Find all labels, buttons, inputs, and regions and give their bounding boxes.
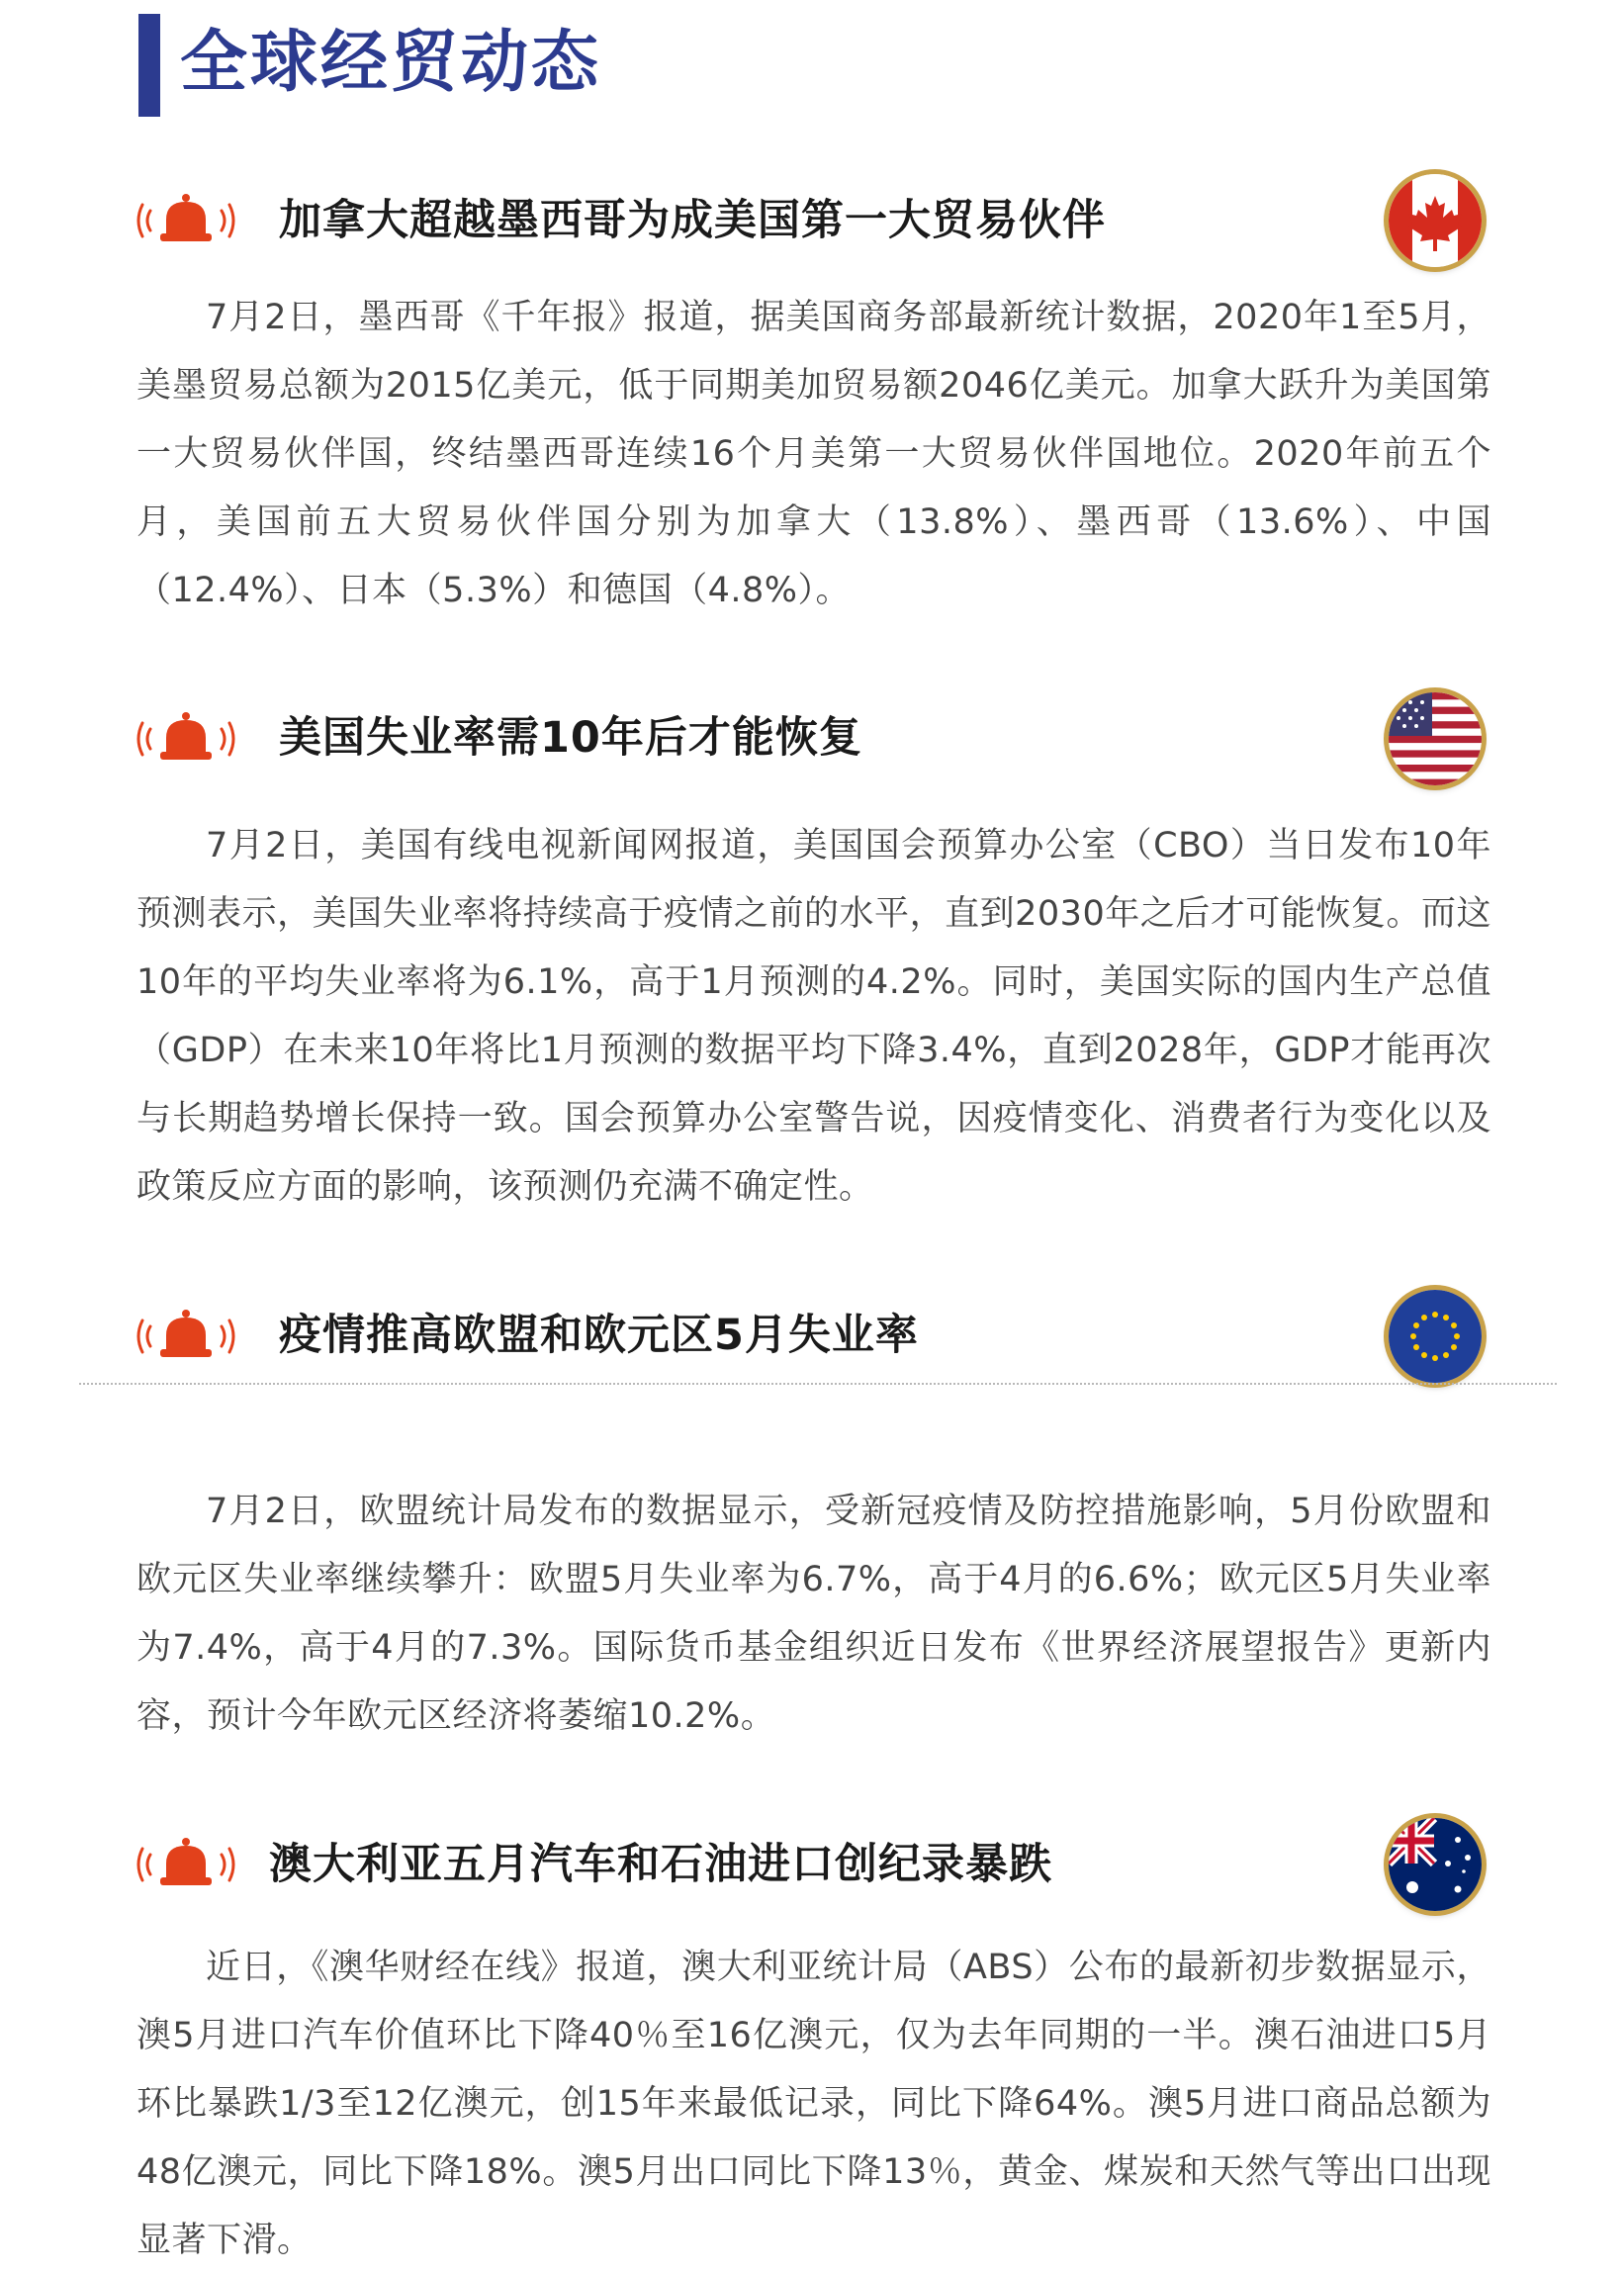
alarm-bell-icon bbox=[136, 1302, 235, 1371]
news-title: 疫情推高欧盟和欧元区5月失业率 bbox=[279, 1311, 919, 1360]
news-body: 近日，《澳华财经在线》报道，澳大利亚统计局（ABS）公布的最新初步数据显示，澳5月进口汽车价值环比下降40％至16亿澳元，仅为去年同期的一半。澳石油进口5月环比暴跌1/3至12亿澳元，创15年来最低记录，同比下降64%。澳5月进口商品总额为48亿澳元，同比下降18%。澳5月出口同比下降13％，黄金、煤炭和天然气等出口出现显著下滑。 bbox=[136, 1948, 1491, 2260]
alarm-bell-icon bbox=[136, 704, 235, 774]
header-accent-bar bbox=[138, 14, 160, 117]
news-body: 7月2日，欧盟统计局发布的数据显示，受新冠疫情及防控措施影响，5月份欧盟和欧元区失业率继续攀升：欧盟5月失业率为6.7%，高于4月的6.6%；欧元区5月失业率为7.4%，高于4月的7.3%。国际货币基金组织近日发布《世界经济展望报告》更新内容，预计今年欧元区经济将萎缩10.2%。 bbox=[136, 1492, 1491, 1736]
alarm-bell-icon bbox=[136, 1830, 235, 1899]
news-title: 澳大利亚五月汽车和石油进口创纪录暴跌 bbox=[269, 1840, 1052, 1889]
news-title: 美国失业率需10年后才能恢复 bbox=[279, 713, 862, 763]
australia-flag-icon bbox=[1389, 1818, 1482, 1911]
page-title: 全球经贸动态 bbox=[180, 24, 602, 102]
news-body: 7月2日，美国有线电视新闻网报道，美国国会预算办公室（CBO）当日发布10年预测表示，美国失业率将持续高于疫情之前的水平，直到2030年之后才可能恢复。而这10年的平均失业率将为6.1%，高于1月预测的4.2%。同时，美国实际的国内生产总值（GDP）在未来10年将比1月预测的数据平均下降3.4%，直到2028年，GDP才能再次与长期趋势增长保持一致。国会预算办公室警告说，因疫情变化、消费者行为变化以及政策反应方面的影响，该预测仍充满不确定性。 bbox=[136, 826, 1491, 1207]
canada-flag-icon bbox=[1389, 174, 1482, 267]
usa-flag-icon bbox=[1389, 692, 1482, 785]
alarm-bell-icon bbox=[136, 186, 235, 255]
news-title: 加拿大超越墨西哥为成美国第一大贸易伙伴 bbox=[279, 196, 1106, 245]
eu-flag-icon bbox=[1389, 1290, 1482, 1383]
section-divider bbox=[79, 1383, 1557, 1385]
news-body: 7月2日，墨西哥《千年报》报道，据美国商务部最新统计数据，2020年1至5月，美墨贸易总额为2015亿美元，低于同期美加贸易额2046亿美元。加拿大跃升为美国第一大贸易伙伴国，终结墨西哥连续16个月美第一大贸易伙伴国地位。2020年前五个月，美国前五大贸易伙伴国分别为加拿大（13.8%）、墨西哥（13.6%）、中国（12.4%）、日本（5.3%）和德国（4.8%）。 bbox=[136, 298, 1491, 610]
